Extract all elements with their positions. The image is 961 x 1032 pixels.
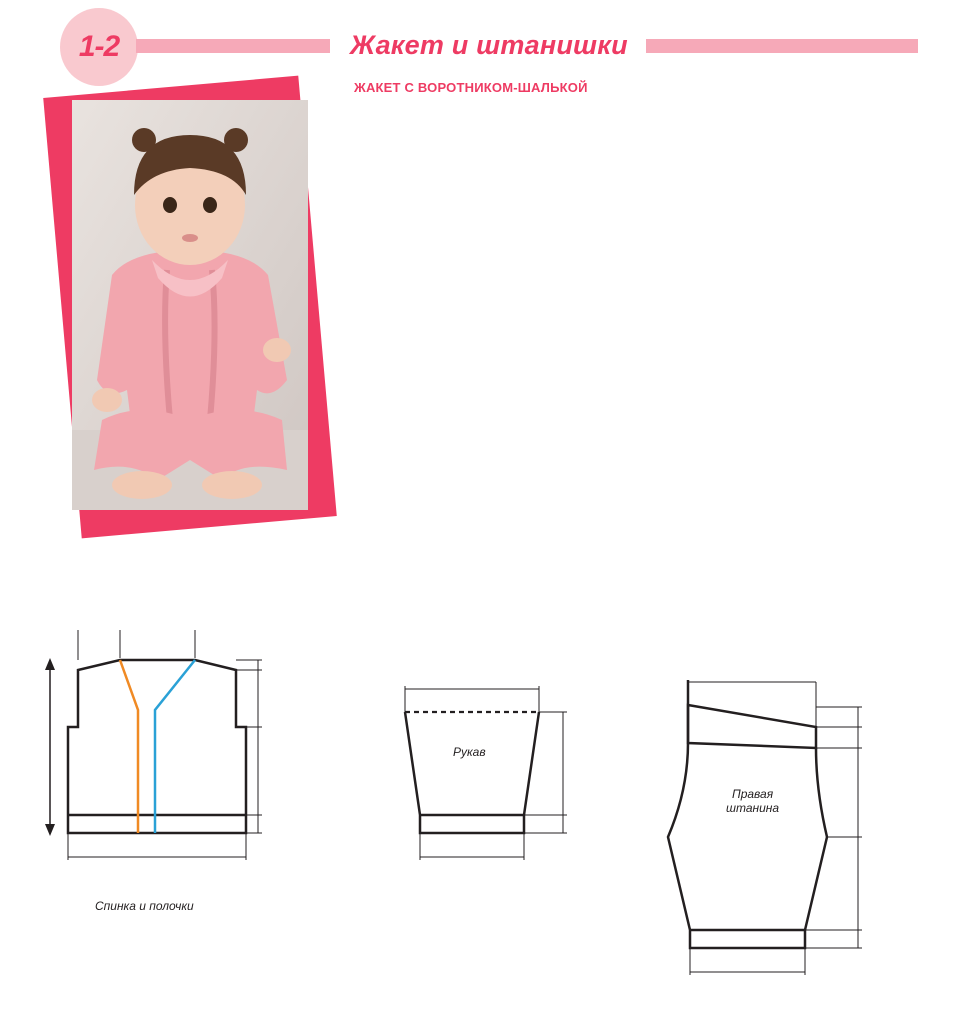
baby-photo: [72, 100, 308, 510]
chapter-number: 1-2: [78, 30, 120, 63]
pants-label-line2: штанина: [726, 801, 780, 815]
pants-label-line1: Правая: [732, 787, 774, 801]
sleeve-diagram: [405, 712, 539, 833]
back-caption: Спинка и полочки: [95, 899, 194, 913]
header-bar-right: [646, 39, 918, 53]
arrow-down-icon: [45, 824, 55, 836]
page-title: Жакет и штанишки: [350, 30, 628, 60]
arrow-up-icon: [45, 658, 55, 670]
back-diagram: [68, 660, 246, 833]
sleeve-label: Рукав: [453, 745, 486, 759]
diagrams: [0, 575, 961, 1032]
photo-illustration: [72, 100, 308, 510]
article-subtitle: ЖАКЕТ С ВОРОТНИКОМ-ШАЛЬКОЙ: [354, 80, 588, 95]
chapter-badge: [60, 8, 138, 86]
header-bar-left: [136, 39, 330, 53]
